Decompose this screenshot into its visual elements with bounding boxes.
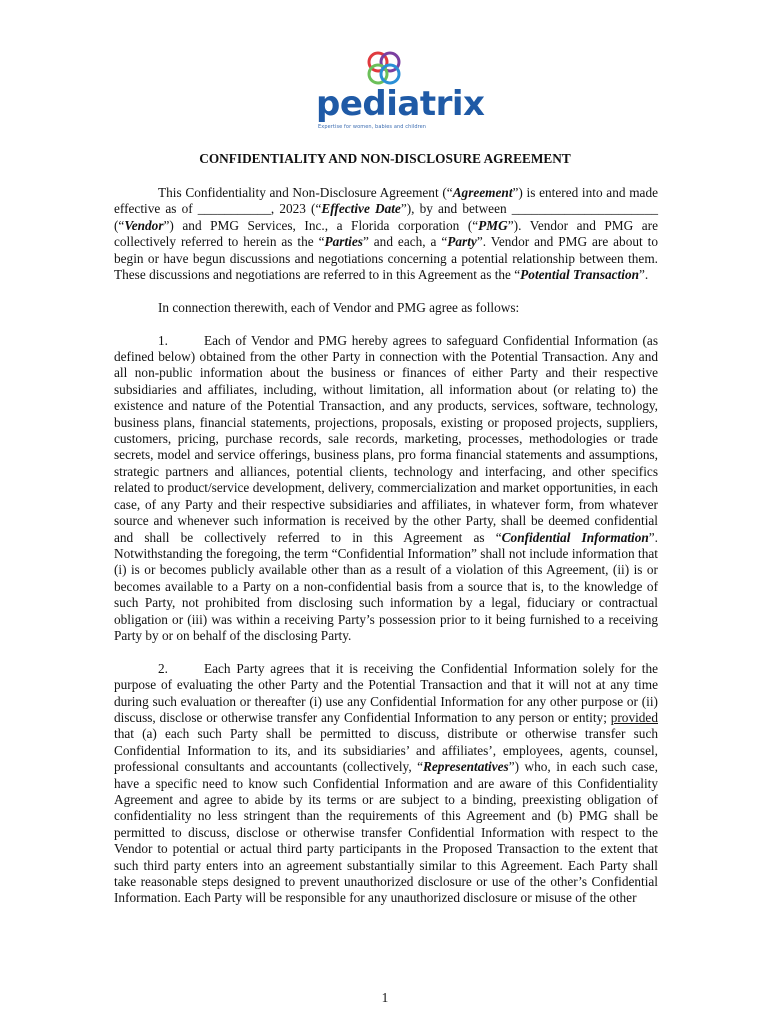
defined-term: Agreement xyxy=(452,185,513,200)
document-title: CONFIDENTIALITY AND NON-DISCLOSURE AGREEMENT xyxy=(199,151,571,166)
defined-term: Confidential Information xyxy=(501,529,649,545)
page-number: 1 xyxy=(381,990,389,1005)
pediatrix-logo xyxy=(310,48,485,132)
defined-term: Potential Transaction xyxy=(520,267,639,283)
defined-term: Party xyxy=(447,234,477,250)
section-2: 2. Each Party agrees that it is receiving the Confidential Information solely for the purpose of evaluating the other Party and the Potential Transaction and that it will not at any time during such evaluation or thereafter (i) use any Confidential Information for any other purpose or (ii) discuss, disclose or otherwise transfer any Confidential Information to any person or entity; provided that (a) each such Party shall be permitted to discuss, distribute or otherwise transfer such Confidential Information to its, and its subsidiaries’ and affiliates’, employees, agents, counsel, professional consultants and accountants (collectively, “Representatives”) who, in each such case, have a specific need to know such Confidential Information and are aware of this Confidentiality Agreement and agree to abide by its terms or are subject to a binding, preexisting obligation of confidentiality no less stringent than the requirements of this Agreement and (b) PMG shall be permitted to discuss, disclose or otherwise transfer Confidential Information with respect to the Vendor to potential or actual third party participants in the Proposed Transaction to the extent that such third party enters into an agreement substantially similar to this Agreement. Each Party shall take reasonable steps designed to prevent unauthorized disclosure or use of the other’s Confidential Information. Each Party will be responsible for any unauthorized disclosure or misuse of the other xyxy=(114,660,658,906)
defined-term: Effective Date xyxy=(321,201,401,217)
defined-term: PMG xyxy=(478,217,508,233)
document-body xyxy=(114,185,658,923)
logo-wordmark: pediatrix xyxy=(316,84,485,124)
section-number: 1. xyxy=(158,332,168,348)
section-1: 1. Each of Vendor and PMG hereby agrees to safeguard Confidential Information (as defined below) obtained from the other Party in connection with the Potential Transaction. Any and all non-public information about the business or finances of either Party and their respective subsidiaries and affiliates, including, without limitation, all information about (or relating to) the existence and nature of the Potential Transaction, and any products, services, software, technology, business plans, financial statements, projections, proposals, existing or proposed projects, suppliers, customers, pricing, purchase records, sale records, marketing, processes, methodologies or trade secrets, model and service offerings, business plans, pro forma financial statements and assumptions, strategic partners and alliances, potential clients, technology and interfacing, and other specifics related to product/service development, delivery, commercialization and market opportunities, in each case, of any Party and their respective subsidiaries and affiliates, in whatever form, from whatever source and whenever such information is received by the other Party, shall be deemed confidential and shall be collectively referred to in this Agreement as “Confidential Information”. Notwithstanding the foregoing, the term “Confidential Information” shall not include information that (i) is or becomes publicly available other than as a result of a violation of this Agreement, (ii) is or becomes available to a Party on a non-confidential basis from a source that is, to the knowledge of such Party, not prohibited from disclosing such information by a legal, fiduciary or contractual obligation or (iii) was within a receiving Party’s possession prior to it being furnished to a receiving Party by or on behalf of the disclosing Party. xyxy=(114,332,659,643)
logo-tagline: Expertise for women, babies and children xyxy=(318,124,427,130)
connection-paragraph: In connection therewith, each of Vendor and PMG agree as follows: xyxy=(158,299,520,315)
defined-term: Representatives xyxy=(423,759,509,775)
section-number: 2. xyxy=(158,660,168,676)
underlined-term: provided xyxy=(610,709,658,725)
intro-paragraph: This Confidentiality and Non-Disclosure Agreement (“Agreement”) is entered into and made effective as of ___________, 2023 (“Effective Date”), by and between ______________________ (“Vendor”) and PMG Services, Inc., a Florida corporation (“PMG”). Vendor and PMG are collectively referred to herein as the “Parties” and each, a “Party”. Vendor and PMG are about to begin or have begun discussions and negotiations concerning a potential relationship between them. These discussions and negotiations are referred to in this Agreement as the “Potential Transaction”. xyxy=(114,185,659,283)
defined-term: Vendor xyxy=(124,217,164,233)
defined-term: Parties xyxy=(324,234,363,250)
